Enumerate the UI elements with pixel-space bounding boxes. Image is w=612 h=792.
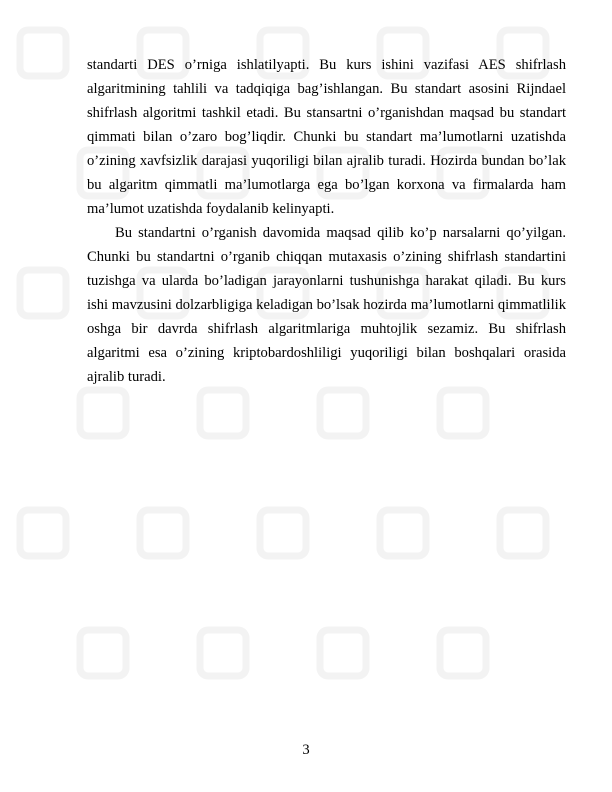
page-number: 3 bbox=[302, 742, 310, 758]
document-body bbox=[87, 53, 566, 389]
paragraph-2: Bu standartni o’rganish davomida maqsad qilib ko’p narsalarni qo’yilgan. Chunki bu standartni o’rganib chiqqan mutaxasis o’zining shifrlash standartini tuzishga va ularda bo’ladigan jarayonlarni tushunishga harakat qiladi. Bu kurs ishi mavzusini dolzarbligiga keladigan bo’lsak hozirda ma’lumotlarni qimmatlilik oshga bir davrda shifrlash algaritmlariga muhtojlik sezamiz. Bu shifrlash algaritmi esa o’zining kriptobardoshliligi yuqoriligi bilan boshqalari orasida ajralib turadi. bbox=[87, 225, 566, 385]
paragraph-1: standarti DES o’rniga ishlatilyapti. Bu kurs ishini vazifasi AES shifrlash algaritmining tahlili va tadqiqiga bag’ishlangan. Bu standart asosini Rijndael shifrlash algoritmi tashkil etadi. Bu stansartni o’rganishdan maqsad bu standart qimmati bilan o’zaro bog’liqdir. Chunki bu standart ma’lumotlarni uzatishda o’zining xavfsizlik darajasi yuqoriligi bilan ajralib turadi. Hozirda bundan bo’lak bu algaritm qimmatli ma’lumotlarga ega bo’lgan korxona va firmalarda ham ma’lumot uzatishda foydalanib kelinyapti. bbox=[87, 57, 566, 217]
